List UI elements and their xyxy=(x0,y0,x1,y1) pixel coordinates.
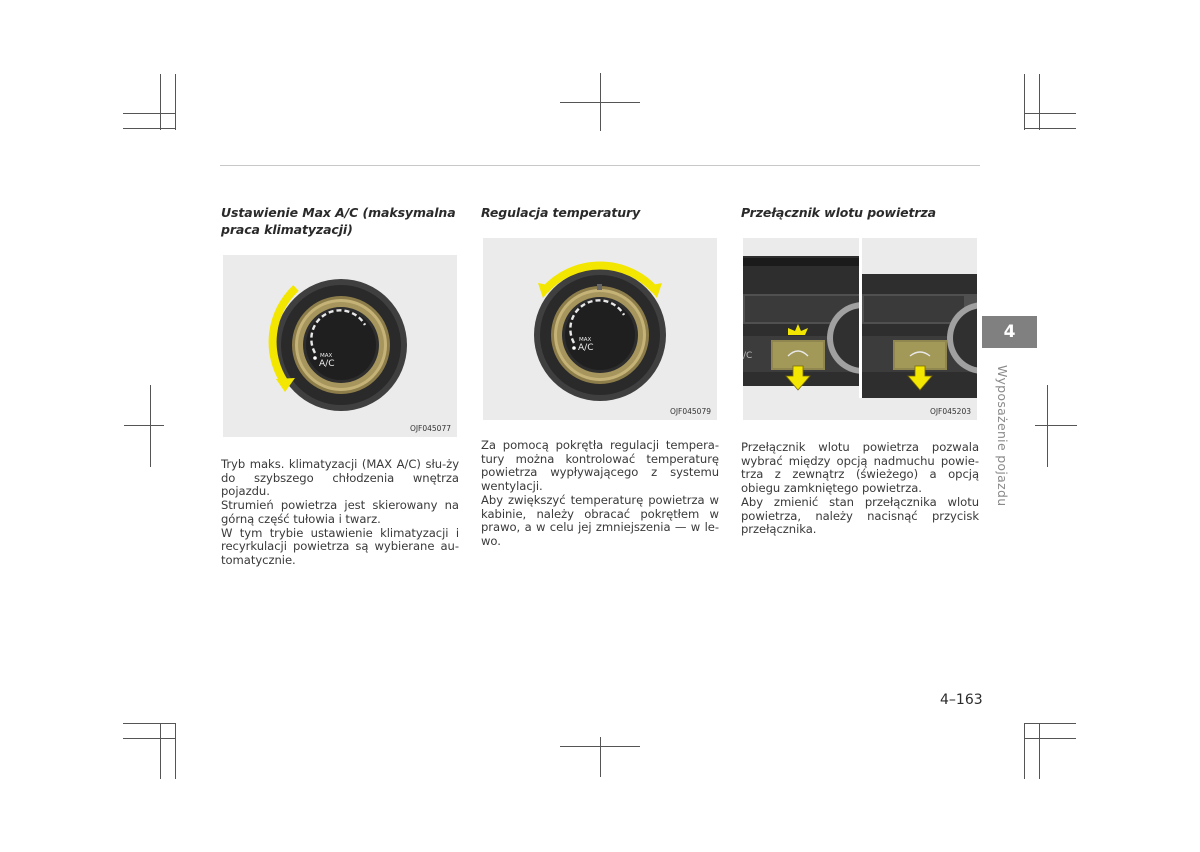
crop-mark xyxy=(175,723,176,779)
crop-mark xyxy=(560,746,640,747)
crop-mark xyxy=(1024,128,1076,129)
figure-code: OJF045077 xyxy=(409,424,451,433)
figure-temperature-knob xyxy=(483,238,717,420)
section-heading: Regulacja temperatury xyxy=(481,205,641,220)
paragraph: Aby zmienić stan przełącznika wlotu powietrza, należy nacisnąć przycisk przełącznika. xyxy=(741,494,979,537)
page-number: 4–163 xyxy=(940,692,983,708)
crop-mark xyxy=(1024,113,1076,114)
crop-mark xyxy=(160,74,161,130)
crop-mark xyxy=(123,128,175,129)
chapter-title: Wyposażenie pojazdu xyxy=(995,365,1010,507)
crop-mark xyxy=(175,74,176,130)
figure-max-ac-knob xyxy=(223,255,457,437)
chapter-tab: 4 xyxy=(982,316,1037,348)
paragraph: W tym trybie ustawienie klimatyzacji i recyrkulacji powietrza są wybierane au-tomatycznie. xyxy=(221,525,459,567)
crop-mark xyxy=(150,385,151,467)
crop-mark xyxy=(1024,723,1076,724)
figure-code: OJF045203 xyxy=(929,407,971,416)
section-max-ac xyxy=(221,204,458,238)
header-rule xyxy=(220,165,980,166)
section-text xyxy=(741,441,979,537)
paragraph: Tryb maks. klimatyzacji (MAX A/C) słu-żу do szybszego chłodzenia wnętrza pojazdu. xyxy=(221,457,459,499)
section-heading: Przełącznik wlotu powietrza xyxy=(741,205,936,220)
knob-label: A/C xyxy=(578,343,594,353)
crop-mark xyxy=(124,425,164,426)
section-air-intake xyxy=(741,204,978,221)
paragraph: Za pomocą pokrętła regulacji tempera-tury można kontrolować temperaturę powietrza wypływającego z systemu wentylacji. xyxy=(481,438,719,494)
crop-mark xyxy=(1039,723,1040,779)
section-temperature xyxy=(481,204,718,221)
crop-mark xyxy=(123,113,175,114)
paragraph: Przełącznik wlotu powietrza pozwala wybrać między opcją nadmuchu powie-trza z zewnątrz (świeżego) a opcją obiegu zamkniętego powietrza. xyxy=(741,440,979,496)
paragraph: Strumień powietrza jest skierowany na górną część tułowia i twarz. xyxy=(221,498,459,526)
paragraph: Aby zwiększyć temperaturę powietrza w kabinie, należy obracać pokrętłem w prawo, a w celu jej zmniejszenia — w le-wo. xyxy=(481,492,719,548)
knob-label: A/C xyxy=(319,359,335,369)
section-text xyxy=(481,439,719,549)
crop-mark xyxy=(1035,425,1077,426)
crop-mark xyxy=(1024,74,1025,130)
figure-air-intake-switch xyxy=(743,238,977,420)
figure-code: OJF045079 xyxy=(669,407,711,416)
crop-mark xyxy=(160,723,161,779)
crop-mark xyxy=(123,738,175,739)
crop-mark xyxy=(1039,74,1040,130)
crop-mark xyxy=(1024,738,1076,739)
crop-mark xyxy=(1047,385,1048,467)
crop-mark xyxy=(560,102,640,103)
knob-label-small: MAX xyxy=(320,353,333,359)
knob-label-small: MAX xyxy=(579,337,592,343)
section-heading: Ustawienie Max A/C (maksymalna praca klimatyzacji) xyxy=(221,205,456,237)
crop-mark xyxy=(123,723,175,724)
section-text xyxy=(221,458,459,568)
crop-mark xyxy=(1024,723,1025,779)
panel-label: /C xyxy=(743,351,753,361)
crop-mark xyxy=(600,737,601,777)
